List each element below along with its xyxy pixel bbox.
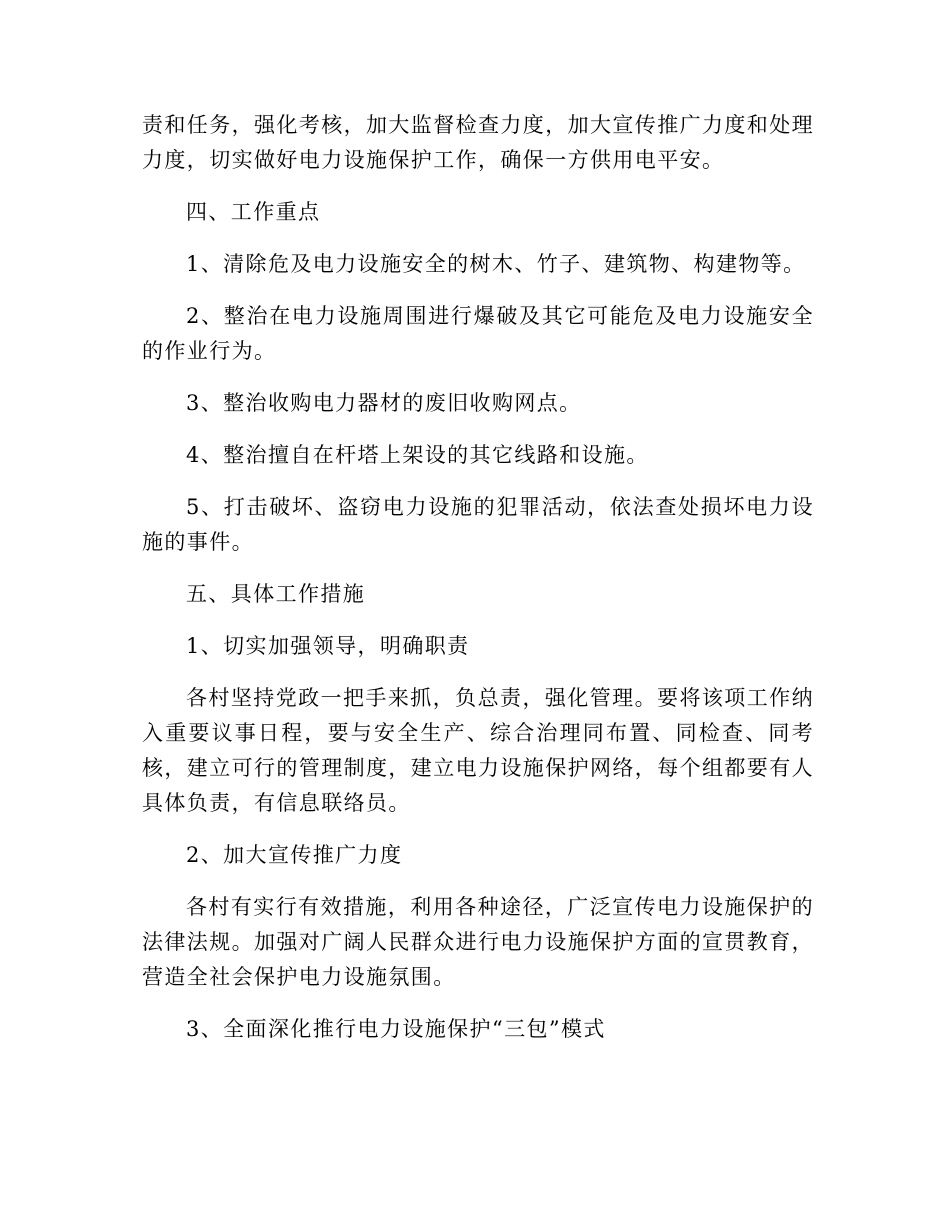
heading-measures: 五、具体工作措施 xyxy=(186,582,366,606)
paragraph-1: 责和任务，强化考核，加大监督检查力度，加大宣传推广力度和处理力度，切实做好电力设施保护工作，确保一方供用电平安。 xyxy=(142,113,814,172)
list-item-2: 2、整治在电力设施周围进行爆破及其它可能危及电力设施安全的作业行为。 xyxy=(142,304,814,363)
subheading-leadership: 1、切实加强领导，明确职责 xyxy=(186,634,470,658)
paragraph-leadership: 各村坚持党政一把手来抓，负总责，强化管理。要将该项工作纳入重要议事日程，要与安全生产、综合治理同布置、同检查、同考核，建立可行的管理制度，建立电力设施保护网络，每个组都要有人具体负责，有信息联络员。 xyxy=(142,686,814,815)
subheading-three-packages: 3、全面深化推行电力设施保护“三包”模式 xyxy=(186,1017,606,1041)
subheading-publicity: 2、加大宣传推广力度 xyxy=(186,843,403,867)
heading-work-focus: 四、工作重点 xyxy=(186,200,321,224)
list-item-3: 3、整治收购电力器材的废旧收购网点。 xyxy=(186,391,582,415)
document-page xyxy=(142,108,814,1047)
list-item-4: 4、整治擅自在杆塔上架设的其它线路和设施。 xyxy=(186,443,649,467)
paragraph-publicity: 各村有实行有效措施，利用各种途径，广泛宣传电力设施保护的法律法规。加强对广阔人民群众进行电力设施保护方面的宣贯教育，营造全社会保护电力设施氛围。 xyxy=(142,895,814,989)
list-item-1: 1、清除危及电力设施安全的树木、竹子、建筑物、构建物等。 xyxy=(186,252,806,276)
list-item-5: 5、打击破坏、盗窃电力设施的犯罪活动，依法查处损坏电力设施的事件。 xyxy=(142,495,814,554)
